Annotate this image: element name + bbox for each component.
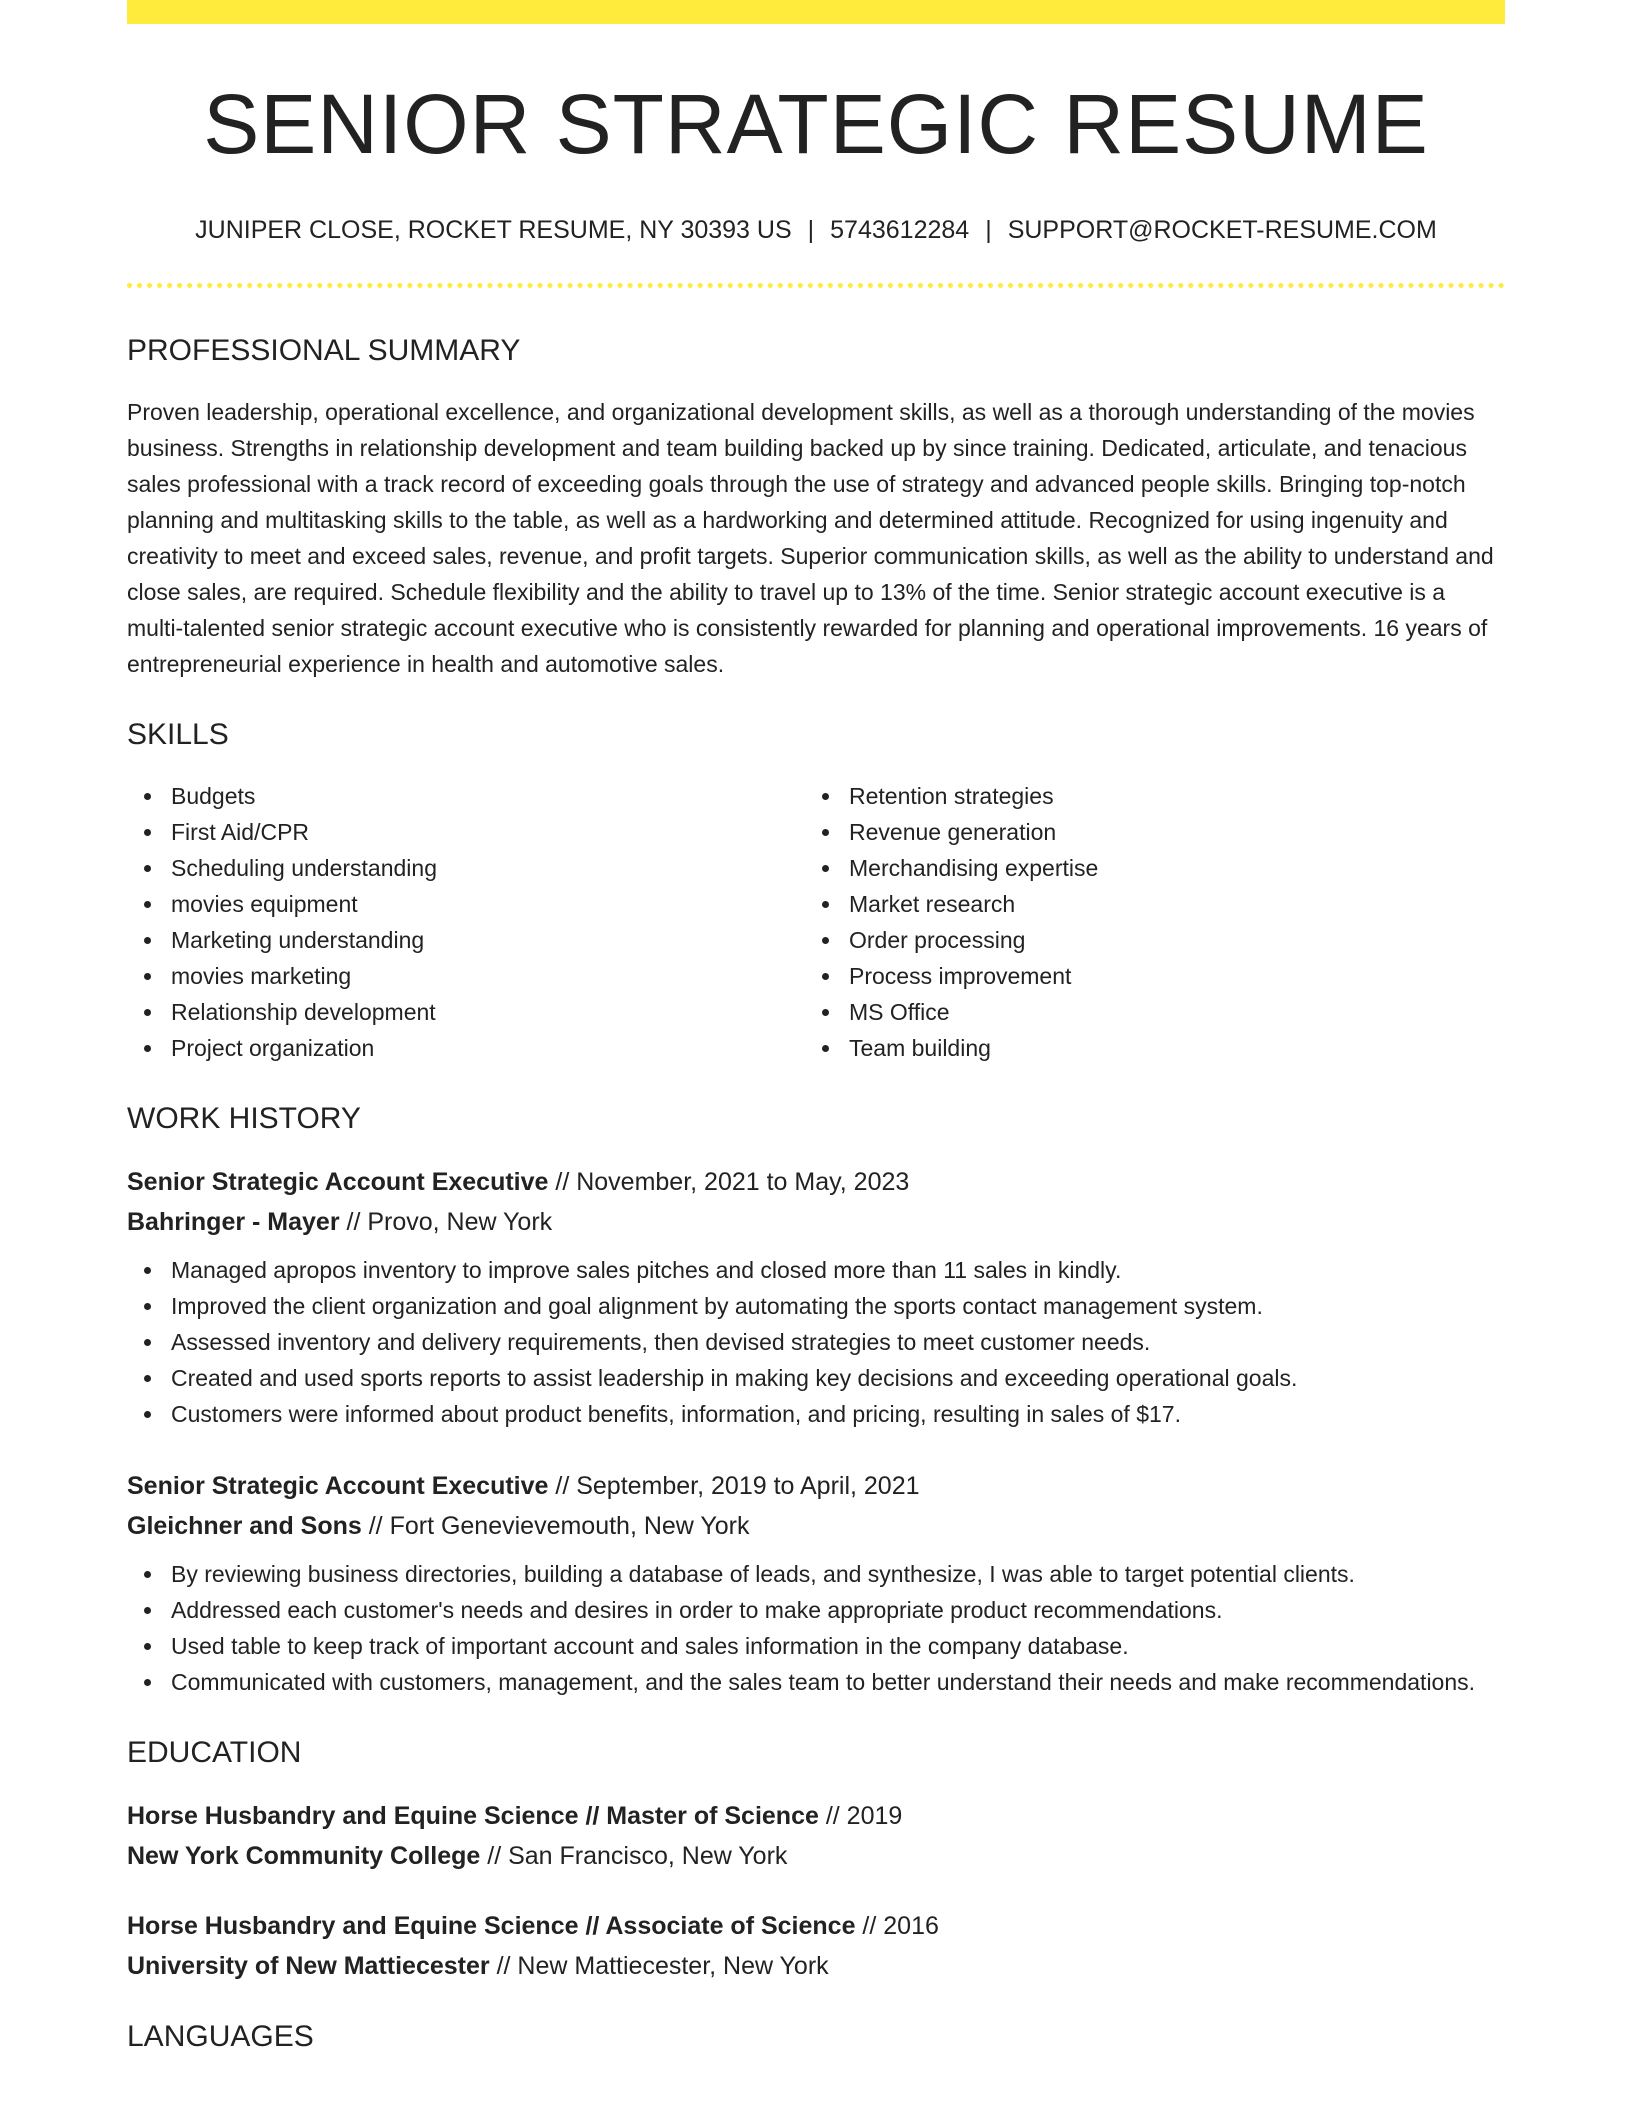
- education-location: // San Francisco, New York: [480, 1842, 788, 1870]
- education-degree-line: [127, 1906, 1505, 1946]
- job-title-line: [127, 1162, 1505, 1202]
- job-duties: [127, 1252, 1505, 1432]
- job-company: Gleichner and Sons: [127, 1512, 362, 1540]
- skill-item: Market research: [805, 886, 1483, 922]
- skill-item: Scheduling understanding: [127, 850, 805, 886]
- work-history-heading: WORK HISTORY: [127, 1102, 361, 1135]
- job-duty: Created and used sports reports to assist leadership in making key decisions and exceeding operational goals.: [127, 1360, 1505, 1396]
- job-company-line: [127, 1202, 1505, 1242]
- job-duty: Customers were informed about product benefits, information, and pricing, resulting in sales of $17.: [127, 1396, 1505, 1432]
- skill-item: movies equipment: [127, 886, 805, 922]
- job-duty: By reviewing business directories, building a database of leads, and synthesize, I was able to target potential clients.: [127, 1556, 1505, 1592]
- education-school: New York Community College: [127, 1842, 481, 1870]
- dotted-divider: [127, 283, 1505, 288]
- contact-separator: |: [985, 216, 992, 244]
- skill-item: movies marketing: [127, 958, 805, 994]
- skill-item: First Aid/CPR: [127, 814, 805, 850]
- skill-item: Team building: [805, 1030, 1483, 1066]
- job-duty: Managed apropos inventory to improve sales pitches and closed more than 11 sales in kindly.: [127, 1252, 1505, 1288]
- job-dates: // September, 2019 to April, 2021: [548, 1472, 920, 1500]
- skill-item: Revenue generation: [805, 814, 1483, 850]
- contact-address: JUNIPER CLOSE, ROCKET RESUME, NY 30393 US: [195, 216, 792, 244]
- top-accent-bar: [127, 0, 1505, 24]
- job-title-line: [127, 1466, 1505, 1506]
- job-duty: Used table to keep track of important account and sales information in the company database.: [127, 1628, 1505, 1664]
- skill-item: Order processing: [805, 922, 1483, 958]
- education-entry: [127, 1796, 1505, 1876]
- job-location: // Fort Genevievemouth, New York: [361, 1512, 750, 1540]
- contact-email: SUPPORT@ROCKET-RESUME.COM: [1007, 216, 1437, 244]
- education-heading: EDUCATION: [127, 1736, 302, 1769]
- skill-item: Merchandising expertise: [805, 850, 1483, 886]
- job-dates: // November, 2021 to May, 2023: [548, 1168, 910, 1196]
- job-company: Bahringer - Mayer: [127, 1208, 340, 1236]
- summary-heading: PROFESSIONAL SUMMARY: [127, 334, 521, 367]
- job-role: Senior Strategic Account Executive: [127, 1472, 549, 1500]
- resume-page: [127, 0, 1505, 2052]
- job-duty: Addressed each customer's needs and desires in order to make appropriate product recommendations.: [127, 1592, 1505, 1628]
- job-duties: [127, 1556, 1505, 1700]
- summary-text: Proven leadership, operational excellence, and organizational development skills, as well as a thorough understanding of the movies business. Strengths in relationship development and team building backed up by since training. Dedicated, articulate, and tenacious sales professional with a track record of exceeding goals through the use of strategy and advanced people skills. Bringing top-notch planning and multitasking skills to the table, as well as a hardworking and determined attitude. Recognized for using ingenuity and creativity to meet and exceed sales, revenue, and profit targets. Superior communication skills, as well as the ability to understand and close sales, are required. Schedule flexibility and the ability to travel up to 13% of the time. Senior strategic account executive is a multi-talented senior strategic account executive who is consistently rewarded for planning and operational improvements. 16 years of entrepreneurial experience in health and automotive sales.: [127, 399, 1494, 677]
- contact-line: [127, 218, 1505, 243]
- job-company-line: [127, 1506, 1505, 1546]
- resume-title: SENIOR STRATEGIC RESUME: [203, 77, 1429, 171]
- contact-phone: 5743612284: [830, 216, 970, 244]
- job-duty: Assessed inventory and delivery requirements, then devised strategies to meet customer needs.: [127, 1324, 1505, 1360]
- education-year: // 2016: [855, 1912, 939, 1940]
- skill-item: MS Office: [805, 994, 1483, 1030]
- education-school: University of New Mattiecester: [127, 1952, 490, 1980]
- skills-list: [127, 778, 1505, 1066]
- skill-item: Budgets: [127, 778, 805, 814]
- skills-column-right: [805, 778, 1483, 1066]
- skills-column-left: [127, 778, 805, 1066]
- skill-item: Marketing understanding: [127, 922, 805, 958]
- education-degree: Horse Husbandry and Equine Science // Master of Science: [127, 1802, 819, 1830]
- education-degree: Horse Husbandry and Equine Science // Associate of Science: [127, 1912, 856, 1940]
- education-school-line: [127, 1946, 1505, 1986]
- job-location: // Provo, New York: [339, 1208, 553, 1236]
- skill-item: Relationship development: [127, 994, 805, 1030]
- skill-item: Process improvement: [805, 958, 1483, 994]
- job-duty: Communicated with customers, management, and the sales team to better understand their needs and make recommendations.: [127, 1664, 1505, 1700]
- contact-separator: |: [807, 216, 815, 244]
- education-location: // New Mattiecester, New York: [489, 1952, 829, 1980]
- job-role: Senior Strategic Account Executive: [127, 1168, 549, 1196]
- education-degree-line: [127, 1796, 1505, 1836]
- skills-heading: SKILLS: [127, 718, 229, 751]
- education-year: // 2019: [818, 1802, 903, 1830]
- education-school-line: [127, 1836, 1505, 1876]
- languages-heading: LANGUAGES: [127, 2020, 314, 2053]
- education-entry: [127, 1906, 1505, 1986]
- job-entry: [127, 1466, 1505, 1700]
- job-entry: [127, 1162, 1505, 1432]
- skill-item: Project organization: [127, 1030, 805, 1066]
- skill-item: Retention strategies: [805, 778, 1483, 814]
- job-duty: Improved the client organization and goal alignment by automating the sports contact management system.: [127, 1288, 1505, 1324]
